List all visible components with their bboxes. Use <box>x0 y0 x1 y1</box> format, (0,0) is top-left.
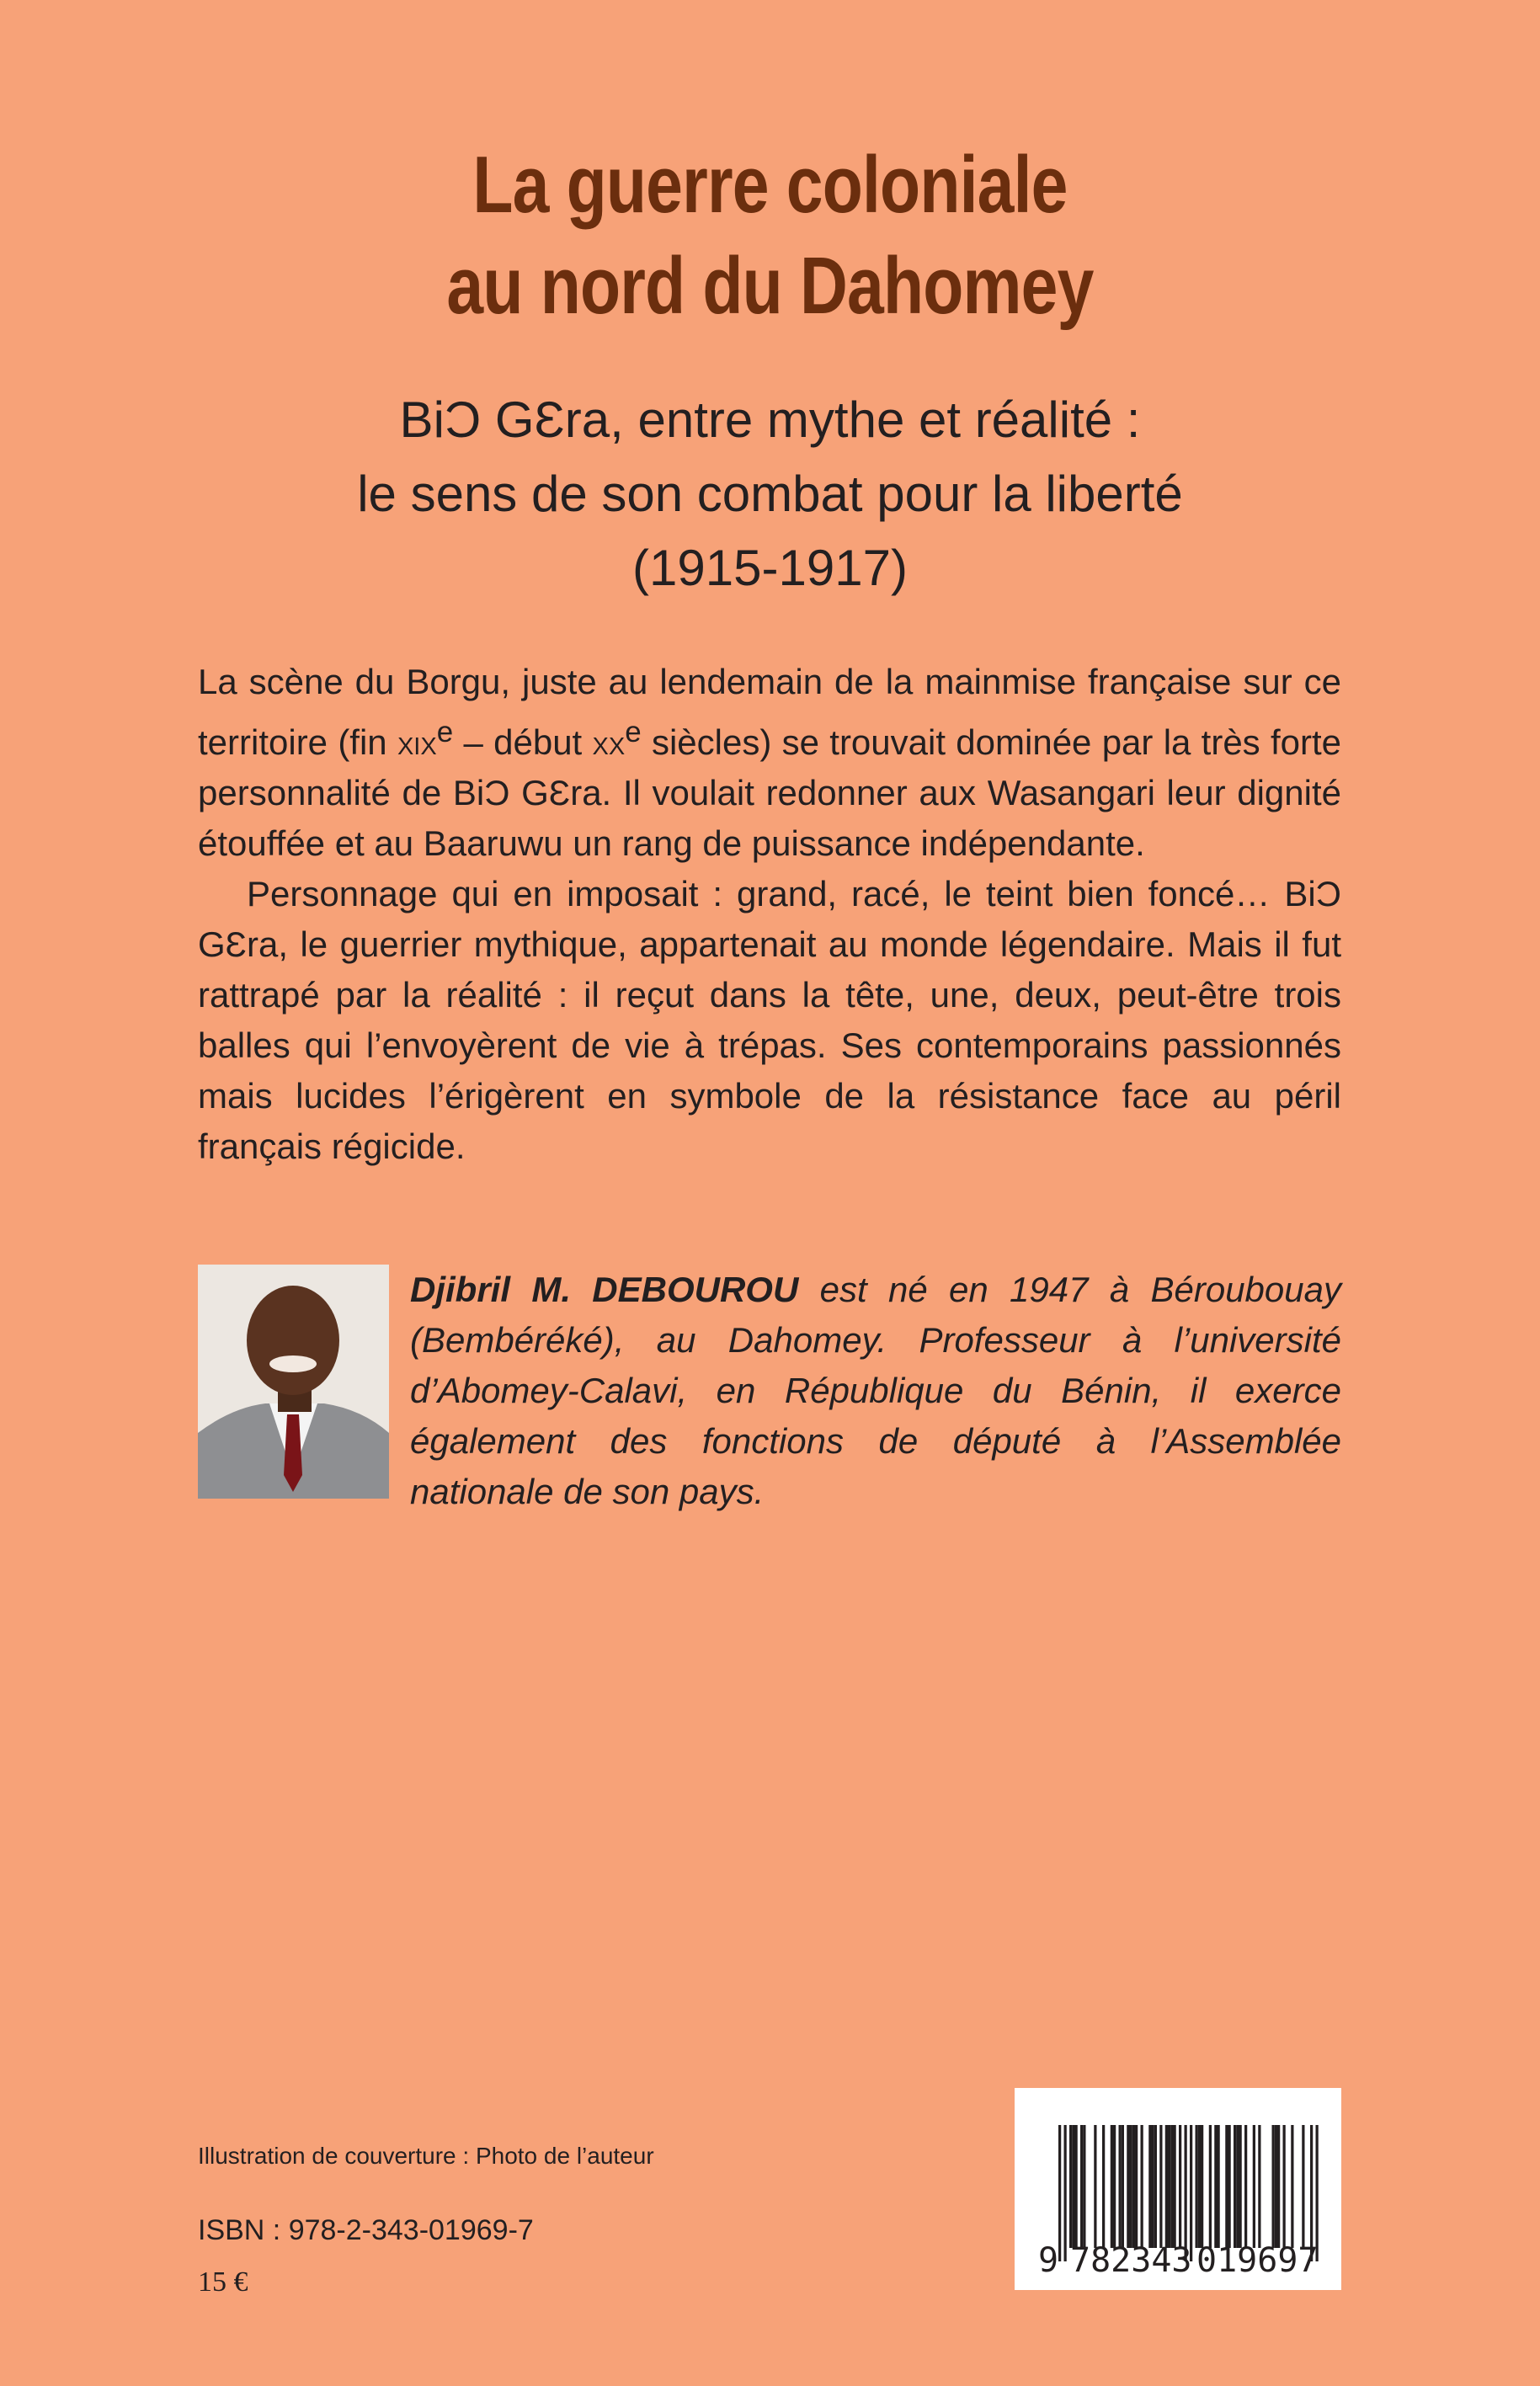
barcode-bar <box>1102 2125 1105 2248</box>
price: 15 € <box>198 2266 248 2298</box>
superscript: e <box>436 716 454 748</box>
barcode-bar <box>1225 2125 1228 2248</box>
barcode-bar <box>1196 2125 1198 2248</box>
title-line-2: au nord du Dahomey <box>446 241 1094 331</box>
barcode-bar <box>1234 2125 1236 2248</box>
barcode-bar <box>1179 2125 1181 2248</box>
barcode-bar <box>1119 2125 1122 2248</box>
barcode-bar <box>1159 2125 1162 2248</box>
isbn: ISBN : 978-2-343-01969-7 <box>198 2214 534 2246</box>
barcode-bar <box>1214 2125 1217 2248</box>
barcode-bar <box>1198 2125 1201 2248</box>
barcode-bar <box>1253 2125 1255 2248</box>
barcode-digits-right: 019697 <box>1196 2241 1319 2280</box>
barcode-bar <box>1228 2125 1231 2248</box>
barcode-bar <box>1127 2125 1129 2248</box>
barcode-bar <box>1094 2125 1096 2248</box>
text: – début <box>453 722 593 762</box>
barcode-bar <box>1141 2125 1143 2248</box>
author-name: Djibril M. DEBOUROU <box>410 1270 799 1309</box>
century-numeral: xix <box>397 722 437 762</box>
text: siècles) se trouvait dominée par la très forte personnalité de BiƆ GƐra. Il voulait redonner aux Wasangari leur dignité étouffée et au Baaruwu un rang de puissance indépendante. <box>198 722 1342 863</box>
barcode-bar <box>1152 2125 1154 2248</box>
title-line-1: La guerre coloniale <box>472 140 1068 230</box>
barcode-bar <box>1174 2125 1176 2248</box>
barcode-bar <box>1080 2125 1083 2248</box>
barcode-bar <box>1239 2125 1242 2248</box>
superscript: e <box>625 716 642 748</box>
blurb <box>198 657 1341 1172</box>
subtitle-line-3: (1915-1917) <box>632 540 908 596</box>
barcode-bar <box>1148 2125 1151 2248</box>
book-title <box>139 135 1402 337</box>
barcode-bar <box>1170 2125 1173 2248</box>
blurb-paragraph-1 <box>198 657 1341 869</box>
barcode-bar <box>1272 2125 1275 2248</box>
barcode-bar <box>1168 2125 1170 2248</box>
barcode-bar <box>1244 2125 1247 2248</box>
author-photo <box>198 1265 389 1499</box>
subtitle-line-2: le sens de son combat pour la liberté <box>357 466 1183 522</box>
author-bio-text: est né en 1947 à Béroubouay (Bembéréké), au Dahomey. Professeur à l’université d’Abomey-Calavi, en République du Bénin, il exerce également des fonctions de député à l’Assemblée nationale de son pays. <box>410 1270 1341 1511</box>
barcode-bar <box>1277 2125 1280 2248</box>
barcode-bar <box>1111 2125 1113 2248</box>
text: La scène du Borgu, juste au lendemain de la mainmise française sur ce territoire (fin <box>198 662 1341 762</box>
barcode-bar <box>1209 2125 1212 2248</box>
book-subtitle <box>0 383 1540 605</box>
barcode-bar <box>1236 2125 1239 2248</box>
barcode-digits-left: 782343 <box>1070 2241 1192 2280</box>
blurb-paragraph-2: Personnage qui en imposait : grand, racé, le teint bien foncé… BiƆ GƐra, le guerrier mythique, appartenait au monde légendaire. Mais il fut rattrapé par la réalité : il reçut dans la tête, une, deux, peut-être trois balles qui l’envoyèrent de vie à trépas. Ses contemporains passionnés mais lucides l’érigèrent en symbole de la résistance face au péril français régicide. <box>198 874 1341 1166</box>
barcode-bar <box>1302 2125 1304 2248</box>
barcode-bar <box>1072 2125 1074 2248</box>
barcode-bar <box>1154 2125 1157 2248</box>
cover-credit: Illustration de couverture : Photo de l’auteur <box>198 2143 654 2169</box>
barcode-bar <box>1064 2125 1067 2261</box>
century-numeral: xx <box>592 722 626 762</box>
author-bio <box>410 1265 1341 1517</box>
barcode-bar <box>1165 2125 1168 2248</box>
barcode-bar <box>1083 2125 1085 2248</box>
barcode-bar <box>1130 2125 1132 2248</box>
barcode-bar <box>1201 2125 1203 2248</box>
barcode <box>1015 2088 1341 2290</box>
barcode-bar <box>1113 2125 1116 2248</box>
barcode-bar <box>1075 2125 1078 2248</box>
barcode-bar <box>1058 2125 1061 2261</box>
barcode-bar <box>1275 2125 1277 2248</box>
barcode-bar <box>1069 2125 1072 2248</box>
barcode-bar <box>1135 2125 1138 2248</box>
barcode-bar <box>1218 2125 1220 2248</box>
barcode-digit-first: 9 <box>1038 2241 1059 2280</box>
barcode-bar <box>1132 2125 1135 2248</box>
barcode-bar <box>1122 2125 1124 2248</box>
barcode-bar <box>1291 2125 1293 2248</box>
subtitle-line-1: BiƆ GƐra, entre mythe et réalité : <box>399 391 1141 448</box>
barcode-bars <box>1015 2088 1341 2290</box>
barcode-bar <box>1258 2125 1260 2248</box>
barcode-bar <box>1283 2125 1286 2248</box>
